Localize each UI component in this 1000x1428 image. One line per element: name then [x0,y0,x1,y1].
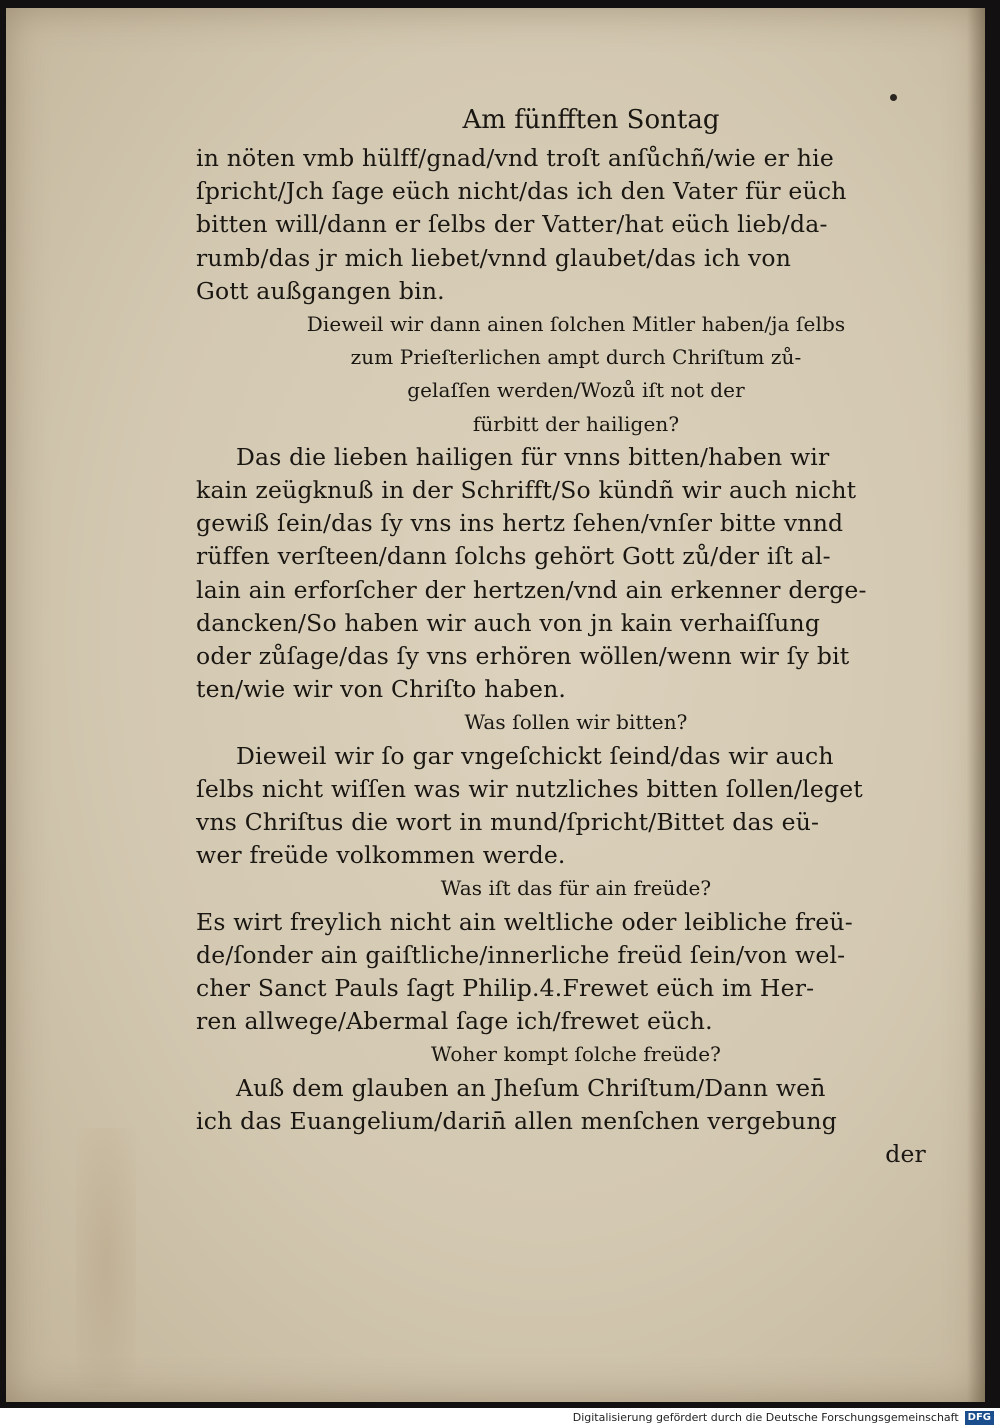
text-line: dancken/So haben wir auch von jn kain verhaiſſung [196,608,821,637]
question-line: fürbitt der hailigen? [472,411,680,436]
text-line: rumb/das jr mich liebet/vnnd glaubet/das ich von [196,243,792,272]
text-line: ten/wie wir von Chriſto haben. [196,675,567,704]
text-line: oder zůſage/das ſy vns erhören wöllen/wenn wir ſy bit [196,642,850,671]
text-line: kain zeügknuß in der Schrifft/So kündñ wir auch nicht [196,476,857,505]
running-header: Am fünfften Sontag [462,105,720,135]
text-line: ren allwege/Abermal ſage ich/frewet eüch. [196,1007,713,1036]
question-line: gelaſſen werden/Wozů iſt not der [407,378,745,403]
text-line: bitten will/dann er ſelbs der Vatter/hat eüch lieb/da- [196,210,828,239]
question-line: Was ſollen wir bitten? [464,710,688,735]
question-line: Dieweil wir dann ainen ſolchen Mitler haben/ja ſelbs [306,312,846,337]
page-edge-shadow [967,8,985,1402]
text-line: Dieweil wir ſo gar vngeſchickt ſeind/das wir auch [236,741,834,770]
text-line: lain ain erforſcher der hertzen/vnd ain erkenner derge- [196,575,867,604]
footer-credit: Digitalisierung gefördert durch die Deutsche Forschungsgemeinschaft [572,1411,959,1424]
text-line: in nöten vmb hülff/gnad/vnd troſt anſůchñ/wie er hie [196,144,834,172]
catchword: der [885,1140,926,1169]
text-line: Auß dem glauben an Jheſum Chriſtum/Dann wen̄ [236,1073,826,1102]
text-line: ſpricht/Jch ſage eüch nicht/das ich den Vater für eüch [196,177,847,206]
text-line: Gott außgangen bin. [196,276,445,305]
text-line: ſelbs nicht wiſſen was wir nutzliches bitten ſollen/leget [196,774,863,803]
text-line: vns Chriſtus die wort in mund/ſpricht/Bittet das eü- [196,808,820,837]
question-line: Was iſt das für ain freüde? [440,876,712,901]
text-line: gewiß ſein/das ſy vns ins hertz ſehen/vnſer bitte vnnd [196,509,844,538]
text-line: de/ſonder ain gaiſtliche/innerliche freüd ſein/von wel- [196,940,846,969]
question-line: zum Prieſterlichen ampt durch Chriſtum zů- [350,345,802,370]
question-line: Woher kompt ſolche freüde? [431,1042,721,1067]
text-line: cher Sanct Pauls ſagt Philip.4.Frewet eüch im Her- [196,974,815,1003]
text-block [196,98,926,1171]
paper-stain [76,1128,136,1388]
footer-bar [0,1408,1000,1428]
text-line: rüffen verſteen/dann ſolchs gehört Gott zů/der iſt al- [196,542,831,571]
text-line: Es wirt freylich nicht ain weltliche oder leibliche freü- [196,907,853,936]
text-line: ich das Euangelium/darin̄ allen menſchen vergebung [196,1106,837,1135]
text-line: wer freüde volkommen werde. [196,841,566,870]
text-line: Das die lieben hailigen für vnns bitten/haben wir [236,442,830,471]
dfg-logo: DFG [965,1411,994,1425]
